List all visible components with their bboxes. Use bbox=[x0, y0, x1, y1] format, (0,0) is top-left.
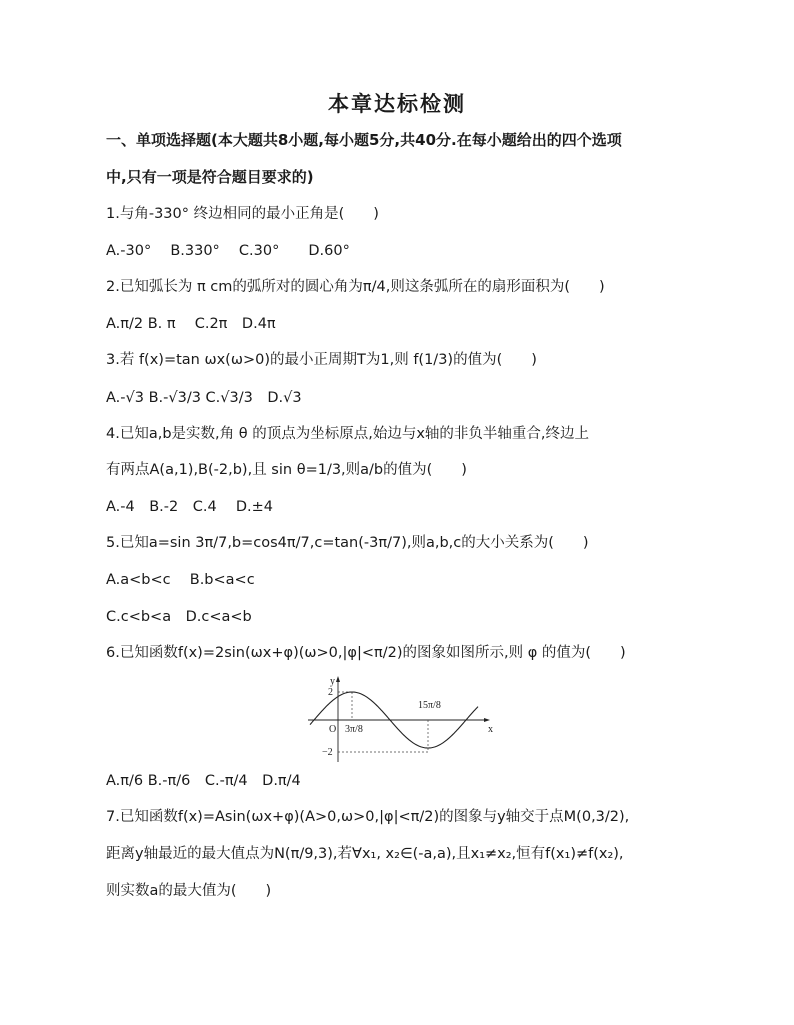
question-7-stem-line-3: 则实数a的最大值为( ) bbox=[106, 883, 272, 899]
origin-label: O bbox=[329, 724, 337, 735]
question-3-stem: 3.若 f(x)=tan ωx(ω>0)的最小正周期T为1,则 f(1/3)的值为( ) bbox=[106, 352, 537, 368]
question-3-options: A.-√3 B.-√3/3 C.√3/3 D.√3 bbox=[106, 390, 302, 406]
question-6-options: A.π/6 B.-π/6 C.-π/4 D.π/4 bbox=[106, 773, 301, 789]
question-5-stem: 5.已知a=sin 3π/7,b=cos4π/7,c=tan(-3π/7),则a,b,c的大小关系为( ) bbox=[106, 535, 589, 551]
question-4-stem-line-1: 4.已知a,b是实数,角 θ 的顶点为坐标原点,始边与x轴的非负半轴重合,终边上 bbox=[106, 426, 590, 442]
y-min-label: −2 bbox=[322, 747, 333, 758]
question-6-graph bbox=[302, 676, 494, 764]
question-7-stem-line-1: 7.已知函数f(x)=Asin(ωx+φ)(A>0,ω>0,|φ|<π/2)的图象与y轴交于点M(0,3/2), bbox=[106, 809, 630, 825]
question-1-stem: 1.与角-330° 终边相同的最小正角是( ) bbox=[106, 206, 379, 222]
question-6-stem: 6.已知函数f(x)=2sin(ωx+φ)(ω>0,|φ|<π/2)的图象如图所示,则 φ 的值为( ) bbox=[106, 645, 626, 661]
y-axis-arrow-icon bbox=[336, 676, 340, 682]
x-tick-label-2: 15π/8 bbox=[418, 700, 441, 711]
page-title: 本章达标检测 bbox=[328, 92, 466, 116]
x-axis-label: x bbox=[488, 724, 493, 735]
x-axis-arrow-icon bbox=[484, 718, 490, 722]
section-heading-line-1: 一、单项选择题(本大题共8小题,每小题5分,共40分.在每小题给出的四个选项 bbox=[106, 131, 622, 149]
question-5-options-line-2: C.c<b<a D.c<a<b bbox=[106, 609, 252, 625]
question-2-stem: 2.已知弧长为 π cm的弧所对的圆心角为π/4,则这条弧所在的扇形面积为( ) bbox=[106, 279, 605, 295]
y-axis-label: y bbox=[330, 676, 335, 687]
question-7-stem-line-2: 距离y轴最近的最大值点为N(π/9,3),若∀x₁, x₂∈(-a,a),且x₁≠x₂,恒有f(x₁)≠f(x₂), bbox=[106, 846, 624, 862]
x-tick-label-1: 3π/8 bbox=[345, 724, 363, 735]
section-heading-line-2: 中,只有一项是符合题目要求的) bbox=[106, 168, 314, 186]
question-2-options: A.π/2 B. π C.2π D.4π bbox=[106, 316, 276, 332]
question-4-stem-line-2: 有两点A(a,1),B(-2,b),且 sin θ=1/3,则a/b的值为( ) bbox=[106, 462, 467, 478]
question-5-options-line-1: A.a<b<c B.b<a<c bbox=[106, 572, 255, 588]
question-1-options: A.-30° B.330° C.30° D.60° bbox=[106, 243, 350, 259]
y-max-label: 2 bbox=[328, 687, 333, 698]
question-4-options: A.-4 B.-2 C.4 D.±4 bbox=[106, 499, 273, 515]
